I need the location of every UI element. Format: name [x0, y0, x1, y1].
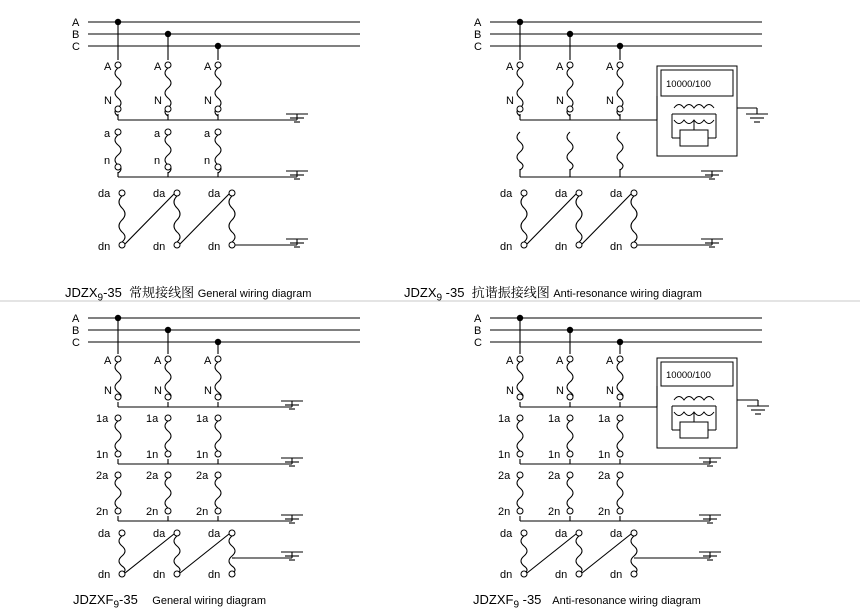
caption-rating: -35	[119, 592, 138, 607]
svg-text:da: da	[98, 528, 111, 540]
svg-text:1n: 1n	[96, 449, 109, 461]
svg-text:2n: 2n	[548, 506, 561, 518]
svg-text:C: C	[72, 337, 80, 349]
svg-text:N: N	[154, 95, 162, 107]
svg-text:2a: 2a	[498, 470, 511, 482]
caption-model: JDZXF	[473, 592, 514, 607]
svg-text:N: N	[104, 385, 112, 397]
caption-model: JDZXF	[73, 592, 114, 607]
diagram-jdzx9-35-antiresonance	[462, 8, 802, 273]
svg-text:1n: 1n	[146, 449, 159, 461]
svg-text:da: da	[555, 528, 568, 540]
svg-text:da: da	[208, 528, 221, 540]
svg-text:A: A	[474, 17, 482, 29]
svg-text:A: A	[606, 61, 614, 73]
caption-en: General wiring diagram	[152, 595, 266, 607]
svg-text:2a: 2a	[598, 470, 611, 482]
svg-text:N: N	[104, 95, 112, 107]
svg-text:dn: dn	[610, 241, 623, 253]
svg-text:A: A	[506, 355, 514, 367]
svg-text:n: n	[204, 155, 211, 167]
caption-rating: -35	[103, 285, 122, 300]
diagram-jdzx9-35-general	[60, 8, 390, 273]
svg-text:A: A	[204, 61, 212, 73]
svg-text:dn: dn	[500, 569, 513, 581]
caption-en: Anti-resonance wiring diagram	[553, 288, 702, 300]
svg-text:A: A	[104, 61, 112, 73]
svg-text:2a: 2a	[548, 470, 561, 482]
caption-rating: -35	[519, 592, 542, 607]
svg-text:N: N	[606, 385, 614, 397]
svg-text:A: A	[204, 355, 212, 367]
svg-text:a: a	[204, 128, 211, 140]
svg-text:2a: 2a	[146, 470, 159, 482]
svg-text:da: da	[153, 528, 166, 540]
svg-text:1a: 1a	[548, 413, 561, 425]
svg-text:n: n	[154, 155, 161, 167]
svg-text:dn: dn	[555, 569, 568, 581]
svg-text:B: B	[474, 29, 482, 41]
svg-text:A: A	[506, 61, 514, 73]
svg-text:A: A	[556, 355, 564, 367]
section-divider	[0, 300, 860, 302]
svg-text:1n: 1n	[196, 449, 209, 461]
svg-text:N: N	[154, 385, 162, 397]
svg-text:da: da	[610, 188, 623, 200]
svg-text:A: A	[154, 61, 162, 73]
svg-text:2n: 2n	[598, 506, 611, 518]
svg-text:da: da	[153, 188, 166, 200]
schematic-svg	[60, 308, 390, 583]
svg-text:a: a	[154, 128, 161, 140]
svg-text:1n: 1n	[498, 449, 511, 461]
svg-text:C: C	[474, 337, 482, 349]
svg-text:2n: 2n	[96, 506, 109, 518]
caption-sub: 9	[436, 292, 443, 304]
caption-model: JDZX	[65, 285, 98, 300]
svg-text:2n: 2n	[196, 506, 209, 518]
svg-text:A: A	[606, 355, 614, 367]
svg-text:1a: 1a	[96, 413, 109, 425]
diagram-jdzxf9-35-antiresonance	[462, 308, 802, 583]
svg-text:B: B	[474, 325, 482, 337]
schematic-svg	[60, 8, 390, 273]
svg-text:N: N	[204, 95, 212, 107]
svg-text:N: N	[506, 95, 514, 107]
caption-en: Anti-resonance wiring diagram	[552, 595, 701, 607]
caption-cn: 抗谐振接线图	[471, 285, 550, 300]
caption-jdzxf9-35-antiresonance	[473, 592, 701, 611]
svg-text:da: da	[555, 188, 568, 200]
svg-text:2n: 2n	[498, 506, 511, 518]
svg-text:A: A	[72, 17, 80, 29]
svg-text:N: N	[556, 385, 564, 397]
svg-text:1n: 1n	[548, 449, 561, 461]
caption-cn: 常规接线图	[129, 285, 195, 300]
svg-text:1a: 1a	[498, 413, 511, 425]
box-label-text: 10000/100	[666, 79, 711, 90]
svg-text:dn: dn	[555, 241, 568, 253]
svg-text:B: B	[72, 325, 80, 337]
svg-text:dn: dn	[208, 569, 221, 581]
svg-text:B: B	[72, 29, 80, 41]
svg-text:da: da	[610, 528, 623, 540]
svg-text:dn: dn	[153, 241, 166, 253]
svg-text:dn: dn	[153, 569, 166, 581]
svg-text:C: C	[72, 41, 80, 53]
svg-text:da: da	[208, 188, 221, 200]
svg-text:da: da	[500, 188, 513, 200]
caption-model: JDZX	[404, 285, 437, 300]
svg-text:dn: dn	[98, 569, 111, 581]
svg-text:N: N	[506, 385, 514, 397]
svg-text:A: A	[72, 313, 80, 325]
caption-jdzxf9-35-general	[73, 592, 266, 611]
caption-sub: 9	[513, 599, 520, 611]
svg-text:1a: 1a	[146, 413, 159, 425]
svg-text:N: N	[204, 385, 212, 397]
caption-sub: 9	[97, 292, 104, 304]
svg-text:A: A	[104, 355, 112, 367]
svg-text:a: a	[104, 128, 111, 140]
svg-text:1a: 1a	[598, 413, 611, 425]
svg-text:n: n	[104, 155, 111, 167]
svg-text:da: da	[500, 528, 513, 540]
schematic-svg	[462, 8, 802, 273]
svg-text:dn: dn	[500, 241, 513, 253]
svg-text:1n: 1n	[598, 449, 611, 461]
svg-text:1a: 1a	[196, 413, 209, 425]
svg-text:A: A	[556, 61, 564, 73]
svg-text:2n: 2n	[146, 506, 159, 518]
schematic-svg	[462, 308, 802, 583]
svg-text:da: da	[98, 188, 111, 200]
caption-rating: -35	[442, 285, 465, 300]
svg-text:2a: 2a	[196, 470, 209, 482]
svg-text:C: C	[474, 41, 482, 53]
box-label-text: 10000/100	[666, 370, 711, 381]
svg-text:2a: 2a	[96, 470, 109, 482]
svg-text:N: N	[606, 95, 614, 107]
svg-text:dn: dn	[208, 241, 221, 253]
svg-text:dn: dn	[610, 569, 623, 581]
svg-text:N: N	[556, 95, 564, 107]
caption-sub: 9	[113, 599, 120, 611]
caption-en: General wiring diagram	[197, 288, 312, 300]
svg-text:dn: dn	[98, 241, 111, 253]
svg-text:A: A	[154, 355, 162, 367]
svg-text:A: A	[474, 313, 482, 325]
diagram-jdzxf9-35-general	[60, 308, 390, 583]
